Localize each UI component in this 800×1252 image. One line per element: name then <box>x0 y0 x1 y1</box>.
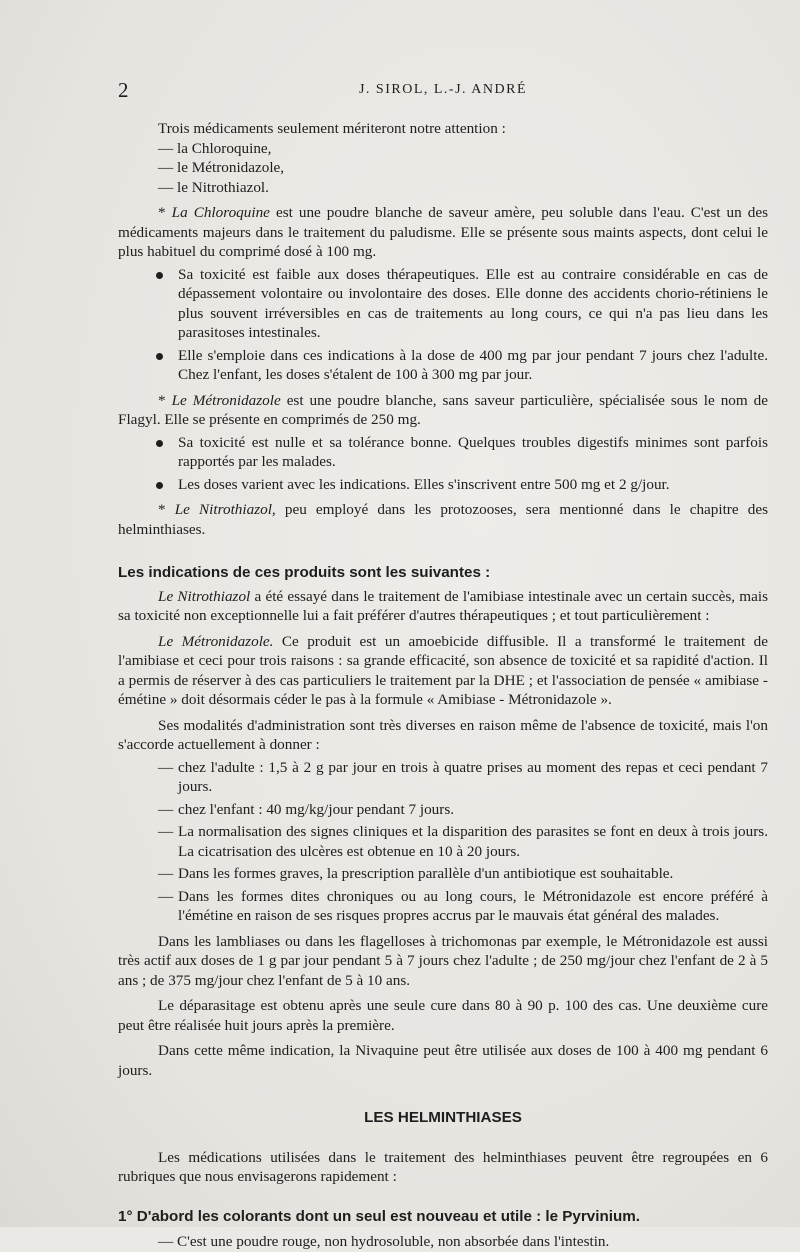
nivaquine-paragraph: Dans cette même indication, la Nivaquine peut être utilisée aux doses de 100 à 400 mg pendant 6 jours. <box>118 1042 768 1079</box>
dash-mark: — <box>158 823 174 840</box>
nitrothiazol-text: peu employé dans les protozooses, sera mentionné dans le chapitre des helminthiases. <box>118 501 768 538</box>
intro-lead: Trois médicaments seulement mériteront notre attention : <box>158 120 506 137</box>
helminthiases-title: LES HELMINTHIASES <box>364 1109 522 1126</box>
dash-mark: — <box>158 758 174 776</box>
dash-mark: — <box>158 865 174 882</box>
bullet-text: Les doses varient avec les indications. Elles s'inscrivent entre 500 mg et 2 g/jour. <box>178 475 670 493</box>
indications-metronidazole <box>118 632 768 710</box>
chloroquine-bullet-toxicity <box>118 265 768 343</box>
normalisation-note <box>118 822 768 861</box>
chloroquine-text: est une poudre blanche de saveur amère, peu soluble dans l'eau. C'est un des médicaments majeurs dans le traitement du paludisme. Elle se présente sous maints aspects, dont celui le plus habituel du comprimé dosé à 100 mg. <box>118 204 769 260</box>
severe-forms-note <box>118 864 768 884</box>
bullet-icon <box>156 353 163 360</box>
intro-item-nitrothiazol: — le Nitrothiazol. <box>158 178 269 196</box>
bullet-icon <box>156 440 163 447</box>
running-head: J. SIROL, L.-J. ANDRÉ <box>358 82 527 97</box>
administration-paragraph: Ses modalités d'administration sont très diverses en raison même de l'absence de toxicité, mais l'on s'accorde actuellement à donner : <box>118 716 768 753</box>
bullet-text: Sa toxicité est nulle et sa tolérance bonne. Quelques troubles digestifs minimes sont parfois rapportés par les malades. <box>178 433 768 470</box>
dash-text: Dans les formes dites chroniques ou au long cours, le Métronidazole est encore préféré à l'émétine en raison de ses risques propres accrus par le mauvais état général des malades. <box>178 887 768 924</box>
star-mark: * <box>158 204 172 221</box>
lambliases-paragraph: Dans les lambliases ou dans les flagelloses à trichomonas par exemple, le Métronidazole est aussi très actif aux doses de 1 g par jour pendant 5 à 7 jours chez l'adulte ; de 250 mg/jour chez l'enfant de 2 à 5 ans ; de 375 mg/jour chez l'enfant de 5 à 10 ans. <box>118 932 768 989</box>
dash-text: Dans les formes graves, la prescription parallèle d'un antibiotique est souhaitable. <box>178 865 674 882</box>
dose-adult <box>118 758 768 797</box>
dash-mark: — <box>158 800 174 818</box>
dash-text: chez l'enfant : 40 mg/kg/jour pendant 7 jours. <box>178 800 455 818</box>
paragraph-text: a été essayé dans le traitement de l'amibiase intestinale avec un certain succès, mais sa toxicité non exceptionnelle lui a fait préférer d'autres thérapeutiques ; et tout particulièrement : <box>118 587 768 624</box>
dose-child <box>118 800 768 820</box>
dash-text: chez l'adulte : 1,5 à 2 g par jour en trois à quatre prises au moment des repas et ceci pendant 7 jours. <box>178 758 768 795</box>
metronidazole-bullet-toxicity <box>118 433 768 472</box>
chronic-forms-note <box>118 887 768 926</box>
chloroquine-bullet-dosage <box>118 346 768 385</box>
page-number: 2 <box>118 78 129 102</box>
bullet-text: Elle s'emploie dans ces indications à la dose de 400 mg par jour pendant 7 jours chez l'adulte. Chez l'enfant, les doses s'étalent de 100 à 300 mg par jour. <box>178 346 768 383</box>
pyrvinium-line: — C'est une poudre rouge, non hydrosoluble, non absorbée dans l'intestin. <box>158 1233 610 1250</box>
chloroquine-name: La Chloroquine <box>171 204 270 221</box>
bullet-text: Sa toxicité est faible aux doses thérapeutiques. Elle est au contraire considérable en cas de dépassement volontaire ou involontaire des doses. Elle donne des accidents chorio-rétiniens le plus souvent irréversibles en cas de traitements au long cours, ce qui n'a pas lieu dans les parasitoses intestinales. <box>178 265 768 341</box>
metronidazole-name: Le Métronidazole. <box>158 632 274 650</box>
intro-item-metronidazole: — le Métronidazole, <box>158 159 285 176</box>
nitrothiazol-name: Le Nitrothiazol, <box>174 501 276 518</box>
nitrothiazol-paragraph <box>118 500 768 539</box>
page-header <box>118 78 768 104</box>
metronidazole-name: Le Métronidazole <box>171 391 281 409</box>
indications-nitrothiazol <box>118 587 768 626</box>
dash-mark: — <box>158 887 174 905</box>
star-mark: * <box>158 391 172 409</box>
metronidazole-text: est une poudre blanche, sans saveur particulière, spécialisée sous le nom de Flagyl. Elle se présente en comprimés de 250 mg. <box>118 391 769 428</box>
chloroquine-paragraph <box>118 203 768 262</box>
metronidazole-bullet-doses <box>118 475 768 495</box>
helminthiases-intro: Les médications utilisées dans le traitement des helminthiases peuvent être regroupées en 6 rubriques que nous envisagerons rapidement : <box>118 1148 768 1185</box>
paragraph-text: Ce produit est un amoebicide diffusible. Il a transformé le traitement de l'amibiase et ceci pour trois raisons : sa grande efficacité, son absence de toxicité et sa rapidité d'action. Il a permis de réserver à des cas particuliers le traitement par la DHE ; et l'association de pensée « amibiase - émétine » doit désormais céder le pas à la formule « Amibiase - Métronidazole ». <box>118 632 768 708</box>
indications-heading: Les indications de ces produits sont les suivantes : <box>118 564 491 581</box>
metronidazole-paragraph <box>118 391 768 430</box>
intro-item-chloroquine: — la Chloroquine, <box>158 139 272 157</box>
dash-text: La normalisation des signes cliniques et la disparition des parasites se font en deux à trois jours. La cicatrisation des ulcères est obtenue en 10 à 20 jours. <box>178 823 768 860</box>
nitrothiazol-name: Le Nitrothiazol <box>158 587 251 605</box>
page-body <box>118 119 768 1252</box>
deparasitage-paragraph: Le déparasitage est obtenu après une seule cure dans 80 à 90 p. 100 des cas. Une deuxième cure peut être réalisée huit jours après la première. <box>118 997 768 1034</box>
colorants-heading: 1° D'abord les colorants dont un seul est nouveau et utile : le Pyrvinium. <box>118 1207 640 1225</box>
bullet-icon <box>156 272 163 279</box>
star-mark: * <box>158 501 175 518</box>
bullet-icon <box>156 482 163 489</box>
